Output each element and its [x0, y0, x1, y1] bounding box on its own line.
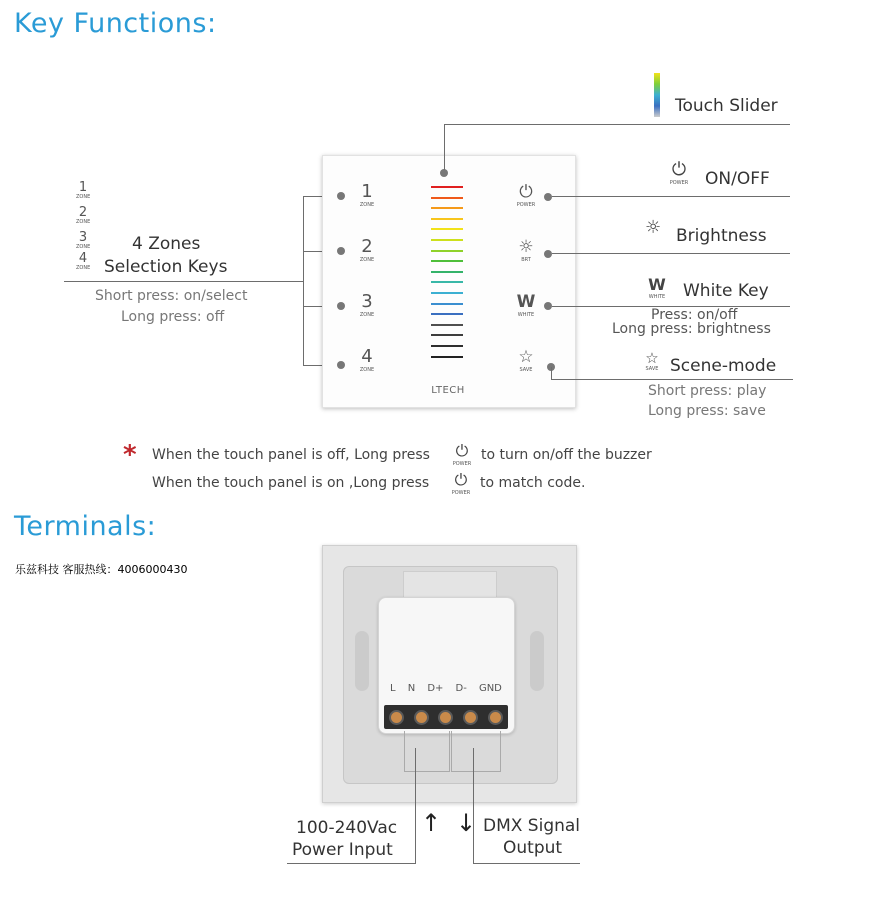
- white-w-icon: W: [516, 292, 536, 312]
- slider-stripe: [431, 260, 463, 262]
- zone-3-key[interactable]: 3 ZONE: [359, 291, 375, 318]
- note-power-icon-1: ⏻ POWER: [452, 441, 472, 467]
- power-input-line1: 100-240Vac: [296, 818, 398, 838]
- touch-slider-label: Touch Slider: [675, 96, 778, 116]
- zones-title-line1: 4 Zones: [132, 234, 201, 254]
- terminal-screws: [384, 706, 508, 728]
- power-leader-v: [415, 748, 416, 820]
- zone-4-dot: [337, 361, 345, 369]
- left-slot: [355, 631, 369, 691]
- slider-stripe: [431, 345, 463, 347]
- brightness-label: Brightness: [676, 226, 767, 246]
- zone-legend-2-icon: 2 ZONE: [76, 205, 91, 225]
- note-power-icon-2: ⏻ POWER: [451, 470, 471, 496]
- slider-dot: [440, 169, 448, 177]
- white-legend-icon: W WHITE: [648, 275, 666, 300]
- terminals-title: Terminals:: [14, 511, 157, 542]
- dmx-wire-bracket: [451, 731, 501, 772]
- zones-title-line2: Selection Keys: [104, 257, 228, 277]
- scene-leader-v: [551, 367, 552, 379]
- power-dot: [544, 193, 552, 201]
- screw-gnd: [488, 710, 503, 725]
- slider-leader-v: [444, 124, 445, 170]
- zone-1-dot: [337, 192, 345, 200]
- power-leader-h: [287, 863, 415, 864]
- down-arrow-icon: ↓: [456, 809, 477, 837]
- terminal-label-gnd: GND: [478, 683, 502, 694]
- zone-1-key[interactable]: 1 ZONE: [359, 181, 375, 208]
- screw-dminus: [463, 710, 478, 725]
- star-icon: ☆: [518, 347, 534, 367]
- note-line-2-before: When the touch panel is on ,Long press: [152, 475, 430, 491]
- slider-stripe: [431, 218, 463, 220]
- scene-mode-label: Scene-mode: [670, 356, 777, 376]
- white-press: Press: on/off: [651, 307, 738, 323]
- scene-short-press: Short press: play: [648, 383, 767, 399]
- white-key[interactable]: W WHITE: [513, 292, 539, 318]
- screw-dplus: [438, 710, 453, 725]
- dmx-leader-v: [473, 748, 474, 864]
- right-slot: [530, 631, 544, 691]
- zones-underline: [64, 281, 304, 282]
- zone-4-key[interactable]: 4 ZONE: [359, 346, 375, 373]
- white-key-label: White Key: [683, 281, 769, 301]
- terminal-label-dplus: D+: [427, 683, 444, 694]
- zone-2-dot: [337, 247, 345, 255]
- slider-stripe: [431, 207, 463, 209]
- slider-stripe: [431, 239, 463, 241]
- brightness-key[interactable]: ☼ BRT: [513, 237, 539, 263]
- zone-bracket: [303, 196, 304, 366]
- hotline-text: 乐兹科技 客服热线：4006000430: [15, 563, 188, 576]
- slider-stripe: [431, 197, 463, 199]
- slider-stripe: [431, 324, 463, 326]
- note-line-1-before: When the touch panel is off, Long press: [152, 447, 430, 463]
- slider-stripe: [431, 292, 463, 294]
- key-functions-title: Key Functions:: [14, 8, 217, 39]
- asterisk-icon: *: [123, 440, 137, 470]
- slider-stripe: [431, 250, 463, 252]
- dmx-output-line2: Output: [503, 838, 563, 858]
- scene-leader-h: [551, 379, 793, 380]
- slider-stripe: [431, 281, 463, 283]
- slider-stripe: [431, 334, 463, 336]
- onoff-legend-icon: ⏻ POWER: [669, 159, 689, 186]
- zone-legend-3-icon: 3 ZONE: [76, 230, 91, 250]
- onoff-leader: [552, 196, 790, 197]
- terminal-label-n: N: [407, 683, 416, 694]
- zone-2-key[interactable]: 2 ZONE: [359, 236, 375, 263]
- scene-long-press: Long press: save: [648, 403, 766, 419]
- terminal-label-l: L: [390, 683, 396, 694]
- screw-l: [389, 710, 404, 725]
- power-leader-down: [415, 820, 416, 864]
- brightness-legend-icon: ☼: [645, 217, 662, 238]
- slider-stripe: [431, 228, 463, 230]
- scene-key[interactable]: ☆ SAVE: [513, 347, 539, 373]
- terminal-label-dminus: D-: [455, 683, 467, 694]
- power-input-line2: Power Input: [292, 840, 393, 860]
- power-wire-bracket: [404, 731, 450, 772]
- zones-short-press: Short press: on/select: [95, 288, 248, 304]
- zone-3-dot: [337, 302, 345, 310]
- terminal-labels: [384, 683, 508, 701]
- slider-stripe: [431, 313, 463, 315]
- up-arrow-icon: ↑: [421, 809, 442, 837]
- slider-legend-icon: [654, 73, 660, 117]
- power-icon: ⏻: [519, 182, 533, 202]
- brightness-leader: [552, 253, 790, 254]
- screw-n: [414, 710, 429, 725]
- slider-stripe: [431, 303, 463, 305]
- onoff-label: ON/OFF: [705, 169, 770, 189]
- sun-icon: ☼: [518, 237, 534, 257]
- white-long-press: Long press: brightness: [612, 321, 771, 337]
- zone-legend-icons: [76, 182, 90, 272]
- slider-leader-h: [444, 124, 790, 125]
- brand-logo: LTECH: [431, 385, 465, 396]
- dmx-leader-h: [473, 863, 580, 864]
- scene-legend-icon: ☆ SAVE: [645, 349, 659, 372]
- zone-legend-4-icon: 4 ZONE: [76, 251, 91, 271]
- note-line-1-after: to turn on/off the buzzer: [481, 447, 652, 463]
- note-line-2-after: to match code.: [480, 475, 586, 491]
- zone-legend-1-icon: 1 ZONE: [76, 180, 91, 200]
- power-key[interactable]: ⏻ POWER: [513, 182, 539, 208]
- slider-stripe: [431, 186, 463, 188]
- dmx-output-line1: DMX Signal: [483, 816, 581, 836]
- brightness-dot: [544, 250, 552, 258]
- slider-stripe: [431, 356, 463, 358]
- white-dot: [544, 302, 552, 310]
- slider-stripe: [431, 271, 463, 273]
- zones-long-press: Long press: off: [121, 309, 225, 325]
